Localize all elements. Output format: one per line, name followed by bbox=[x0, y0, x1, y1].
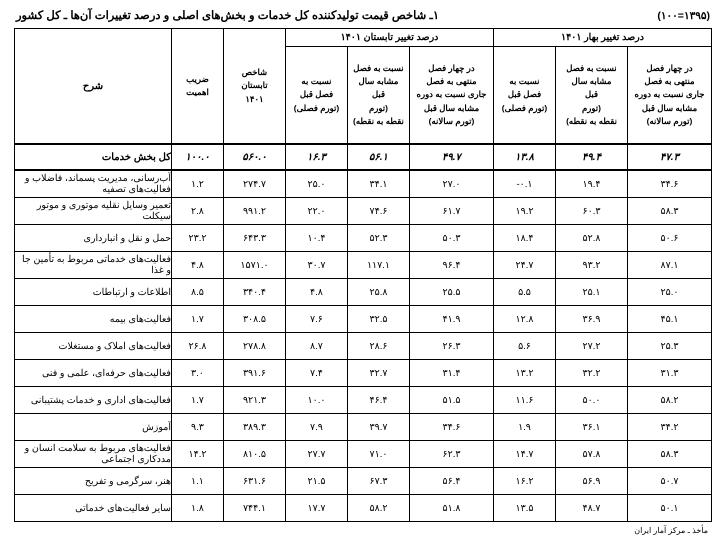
cell-value: ۵۰.۱ bbox=[628, 495, 712, 522]
cell-value: ۷.۶ bbox=[285, 306, 347, 333]
cell-value: ۹۹۱.۲ bbox=[223, 198, 285, 225]
column-header-spring-qoq bbox=[493, 47, 555, 145]
cell-value: ۹۳.۲ bbox=[556, 252, 628, 279]
row-label: حمل و نقل و انبارداری bbox=[15, 225, 172, 252]
cell-value: ۱۱۷.۱ bbox=[347, 252, 409, 279]
header-line: تابستان bbox=[241, 80, 268, 91]
cell-value: ۵۶.۴ bbox=[409, 468, 493, 495]
cell-value: ۳۴.۶ bbox=[409, 414, 493, 441]
row-label: فعالیت‌های خدماتی مربوط به تأمین جا و غذا bbox=[15, 252, 172, 279]
header-line: مشابه سال bbox=[358, 76, 399, 87]
cell-value: ۱.۲ bbox=[171, 170, 223, 198]
table-row bbox=[15, 170, 712, 198]
header-line: اهمیت bbox=[186, 87, 209, 97]
cell-value: ۱۵۷۱.۰ bbox=[223, 252, 285, 279]
cell-value: ۱۹.۴ bbox=[556, 170, 628, 198]
cell-value: ۲۵.۸ bbox=[347, 279, 409, 306]
table-row bbox=[15, 387, 712, 414]
cell-value: ۱.۸ bbox=[171, 495, 223, 522]
cell-value: ۱۰.۴ bbox=[285, 225, 347, 252]
cell-value: ۱۷.۷ bbox=[285, 495, 347, 522]
header-line: (تورم bbox=[582, 102, 601, 113]
cell-value: ۲۵.۰ bbox=[628, 279, 712, 306]
cell-value: ۲.۸ bbox=[171, 198, 223, 225]
cell-value: ۱.۷ bbox=[171, 306, 223, 333]
cell-value: ۳۴۰.۴ bbox=[223, 279, 285, 306]
header-line: (تورم فصلی) bbox=[501, 102, 548, 113]
header-line: جاری نسبت به دوره bbox=[416, 89, 487, 100]
row-label: سایر فعالیت‌های خدماتی bbox=[15, 495, 172, 522]
cell-value: ۵.۵ bbox=[493, 279, 555, 306]
column-header-weight bbox=[171, 29, 223, 145]
table-row bbox=[15, 441, 712, 468]
cell-value: ۲۵.۵ bbox=[409, 279, 493, 306]
cell-value: ۲۷۸.۸ bbox=[223, 333, 285, 360]
cell-value: ۳۴.۶ bbox=[628, 170, 712, 198]
cell-value: ۲۳.۲ bbox=[171, 225, 223, 252]
cell-value: ۱۴.۲ bbox=[171, 441, 223, 468]
cell-value: ۷۱.۰ bbox=[347, 441, 409, 468]
cell-value: ۶۳۱.۶ bbox=[223, 468, 285, 495]
cell-value: ۳۶.۱ bbox=[556, 414, 628, 441]
cell-value: ۱۳.۵ bbox=[493, 495, 555, 522]
table-row bbox=[15, 252, 712, 279]
cell-value: ۳۶.۹ bbox=[556, 306, 628, 333]
cell-value: ۴۸.۷ bbox=[556, 495, 628, 522]
row-label: اطلاعات و ارتباطات bbox=[15, 279, 172, 306]
cell-value: ۵۲.۳ bbox=[347, 225, 409, 252]
cell-value: ۴۶.۴ bbox=[347, 387, 409, 414]
column-header-spring-annual bbox=[628, 47, 712, 145]
cell-value: ۶۷.۳ bbox=[347, 468, 409, 495]
header-line: (تورم فصلی) bbox=[293, 102, 340, 113]
cell-value: ۱۹.۲ bbox=[493, 198, 555, 225]
cell-value: ۲۷۴.۷ bbox=[223, 170, 285, 198]
title-row bbox=[14, 8, 712, 22]
cell-value: ۵۶۰.۰ bbox=[223, 144, 285, 170]
cell-value: ۹.۳ bbox=[171, 414, 223, 441]
table-row bbox=[15, 198, 712, 225]
cell-value: ۳۲.۵ bbox=[347, 306, 409, 333]
cell-value: ۵۰.۷ bbox=[628, 468, 712, 495]
cell-value: ۲۵.۱ bbox=[556, 279, 628, 306]
cell-value: ۵۶.۹ bbox=[556, 468, 628, 495]
cell-value: ۵۱.۸ bbox=[409, 495, 493, 522]
table-row bbox=[15, 306, 712, 333]
cell-value: ۳۸۹.۳ bbox=[223, 414, 285, 441]
cell-value: ۹۲۱.۳ bbox=[223, 387, 285, 414]
cell-value: ۳۱.۳ bbox=[628, 360, 712, 387]
cell-value: ۹۶.۴ bbox=[409, 252, 493, 279]
header-line: نسبت به bbox=[301, 76, 332, 87]
header-group-row bbox=[15, 29, 712, 47]
group-header-spring-1401: درصد تغییر بهار ۱۴۰۱ bbox=[493, 29, 711, 47]
cell-value: ۱۰۰.۰ bbox=[171, 144, 223, 170]
cell-value: ۲۸.۶ bbox=[347, 333, 409, 360]
header-line: جاری نسبت به دوره bbox=[634, 89, 705, 100]
header-line: نسبت به فصل bbox=[566, 63, 617, 74]
row-label: فعالیت‌های اداری و خدمات پشتیبانی bbox=[15, 387, 172, 414]
cell-value: ۶۲.۳ bbox=[409, 441, 493, 468]
table-row-total bbox=[15, 144, 712, 170]
cell-value: ۴.۸ bbox=[171, 252, 223, 279]
ppi-services-table bbox=[14, 28, 712, 522]
cell-value: ۵۷.۸ bbox=[556, 441, 628, 468]
cell-value: ۲۷.۷ bbox=[285, 441, 347, 468]
cell-value: ۵.۶ bbox=[493, 333, 555, 360]
header-line: مشابه سال قبل bbox=[423, 102, 480, 113]
cell-value: ۴۵.۱ bbox=[628, 306, 712, 333]
header-line: نقطه به نقطه) bbox=[353, 115, 404, 126]
cell-value: ۱.۷ bbox=[171, 387, 223, 414]
cell-value: ۲۲.۰ bbox=[285, 198, 347, 225]
table-row bbox=[15, 279, 712, 306]
table-row bbox=[15, 333, 712, 360]
column-header-index bbox=[223, 29, 285, 145]
header-line: قبل bbox=[371, 89, 386, 100]
cell-value: ۱۱.۶ bbox=[493, 387, 555, 414]
row-label: فعالیت‌های حرفه‌ای، علمی و فنی bbox=[15, 360, 172, 387]
row-label: فعالیت‌های مربوط به سلامت انسان و مددکاری اجتماعی bbox=[15, 441, 172, 468]
column-header-summer-annual bbox=[409, 47, 493, 145]
column-header-description: شرح bbox=[15, 29, 172, 145]
cell-value: ۶۴۳.۳ bbox=[223, 225, 285, 252]
row-label: تعمیر وسایل نقلیه موتوری و موتور سیکلت bbox=[15, 198, 172, 225]
cell-value: ۲۵.۳ bbox=[628, 333, 712, 360]
cell-value: ۴۹.۷ bbox=[409, 144, 493, 170]
cell-value: ۵۰.۶ bbox=[628, 225, 712, 252]
cell-value: ۲۶.۳ bbox=[409, 333, 493, 360]
cell-value: ۵۸.۳ bbox=[628, 198, 712, 225]
cell-value: ۳۴.۱ bbox=[347, 170, 409, 198]
cell-value: ۵۲.۸ bbox=[556, 225, 628, 252]
header-line: نقطه به نقطه) bbox=[566, 115, 617, 126]
cell-value: ۲۷.۰ bbox=[409, 170, 493, 198]
cell-value: ۱۰.۰ bbox=[285, 387, 347, 414]
cell-value: ۲۱.۵ bbox=[285, 468, 347, 495]
header-line: نسبت به فصل bbox=[353, 63, 404, 74]
cell-value: ۶۰.۳ bbox=[556, 198, 628, 225]
header-line: در چهار فصل bbox=[428, 63, 475, 74]
row-label: آب‌رسانی، مدیریت پسماند، فاضلاب و فعالیت‌های تصفیه bbox=[15, 170, 172, 198]
header-line: در چهار فصل bbox=[646, 63, 693, 74]
cell-value: ۳۴.۲ bbox=[628, 414, 712, 441]
cell-value: ۵۸.۲ bbox=[628, 387, 712, 414]
cell-value: ۴۷.۳ bbox=[628, 144, 712, 170]
cell-value: ۵۱.۵ bbox=[409, 387, 493, 414]
cell-value: ۳.۰ bbox=[171, 360, 223, 387]
cell-value: ۲۵.۰ bbox=[285, 170, 347, 198]
cell-value: ۲۶.۸ bbox=[171, 333, 223, 360]
table-header bbox=[15, 29, 712, 145]
cell-value: ۳۰۸.۵ bbox=[223, 306, 285, 333]
cell-value: ۷۴۴.۱ bbox=[223, 495, 285, 522]
table-body bbox=[15, 144, 712, 522]
cell-value: ۱۸.۴ bbox=[493, 225, 555, 252]
cell-value: ۷۴.۶ bbox=[347, 198, 409, 225]
header-line: فصل قبل bbox=[507, 89, 542, 100]
cell-value: ۳۹.۷ bbox=[347, 414, 409, 441]
table-row bbox=[15, 360, 712, 387]
cell-value: ۱.۱ bbox=[171, 468, 223, 495]
cell-value: ۱۴.۷ bbox=[493, 441, 555, 468]
header-line: ۱۴۰۱ bbox=[245, 93, 264, 104]
cell-value: ۸.۵ bbox=[171, 279, 223, 306]
cell-value: ۵۶.۱ bbox=[347, 144, 409, 170]
row-label: فعالیت‌های بیمه bbox=[15, 306, 172, 333]
cell-value: ۵۸.۲ bbox=[347, 495, 409, 522]
table-row bbox=[15, 225, 712, 252]
row-label: فعالیت‌های املاک و مستغلات bbox=[15, 333, 172, 360]
cell-value: ۷.۴ bbox=[285, 360, 347, 387]
cell-value: ۷.۹ bbox=[285, 414, 347, 441]
header-line: (تورم bbox=[369, 102, 388, 113]
cell-value: ۳۰.۷ bbox=[285, 252, 347, 279]
table-row bbox=[15, 495, 712, 522]
cell-value: ۱۲.۸ bbox=[493, 306, 555, 333]
table-row bbox=[15, 468, 712, 495]
header-line: شاخص bbox=[241, 67, 268, 78]
row-label: هنر، سرگرمی و تفریح bbox=[15, 468, 172, 495]
cell-value: -۰.۱ bbox=[493, 170, 555, 198]
cell-value: ۳۹۱.۶ bbox=[223, 360, 285, 387]
cell-value: ۱۳.۲ bbox=[493, 360, 555, 387]
header-line: نسبت به bbox=[509, 76, 540, 87]
cell-value: ۶۱.۷ bbox=[409, 198, 493, 225]
source-note: مأخذ ـ مرکز آمار ایران bbox=[634, 526, 708, 535]
group-header-summer-1401: درصد تغییر تابستان ۱۴۰۱ bbox=[285, 29, 493, 47]
header-line: فصل قبل bbox=[299, 89, 334, 100]
cell-value: ۸.۷ bbox=[285, 333, 347, 360]
cell-value: ۵۸.۳ bbox=[628, 441, 712, 468]
column-header-spring-yoy bbox=[556, 47, 628, 145]
cell-value: ۳۲.۲ bbox=[556, 360, 628, 387]
cell-value: ۵۰.۳ bbox=[409, 225, 493, 252]
cell-value: ۱۶.۲ bbox=[493, 468, 555, 495]
header-line: مشابه سال قبل bbox=[641, 102, 698, 113]
header-line: مشابه سال bbox=[571, 76, 612, 87]
column-header-summer-qoq bbox=[285, 47, 347, 145]
row-label: آموزش bbox=[15, 414, 172, 441]
cell-value: ۴۹.۴ bbox=[556, 144, 628, 170]
page-title: ۱ـ شاخص قیمت تولیدکننده کل خدمات و بخش‌های اصلی و درصد تغییرات آن‌ها ـ کل کشور bbox=[16, 10, 440, 22]
header-line: (تورم سالانه) bbox=[646, 115, 693, 126]
cell-value: ۸۱۰.۵ bbox=[223, 441, 285, 468]
cell-value: ۸۷.۱ bbox=[628, 252, 712, 279]
header-line: قبل bbox=[584, 89, 599, 100]
row-label: کل بخش خدمات bbox=[15, 144, 172, 170]
cell-value: ۳۱.۴ bbox=[409, 360, 493, 387]
base-year-note: (۱۳۹۵=۱۰۰) bbox=[657, 10, 710, 22]
table-row bbox=[15, 414, 712, 441]
cell-value: ۱۶.۳ bbox=[285, 144, 347, 170]
cell-value: ۳۲.۷ bbox=[347, 360, 409, 387]
cell-value: ۴۱.۹ bbox=[409, 306, 493, 333]
header-line: منتهی به فصل bbox=[426, 76, 477, 87]
cell-value: ۱.۹ bbox=[493, 414, 555, 441]
header-line: ضریب bbox=[186, 73, 209, 84]
header-line: (تورم سالانه) bbox=[428, 115, 475, 126]
cell-value: ۴.۸ bbox=[285, 279, 347, 306]
header-line: منتهی به فصل bbox=[644, 76, 695, 87]
cell-value: ۲۷.۲ bbox=[556, 333, 628, 360]
column-header-summer-yoy bbox=[347, 47, 409, 145]
cell-value: ۵۰.۰ bbox=[556, 387, 628, 414]
cell-value: ۲۴.۷ bbox=[493, 252, 555, 279]
cell-value: ۱۳.۸ bbox=[493, 144, 555, 170]
